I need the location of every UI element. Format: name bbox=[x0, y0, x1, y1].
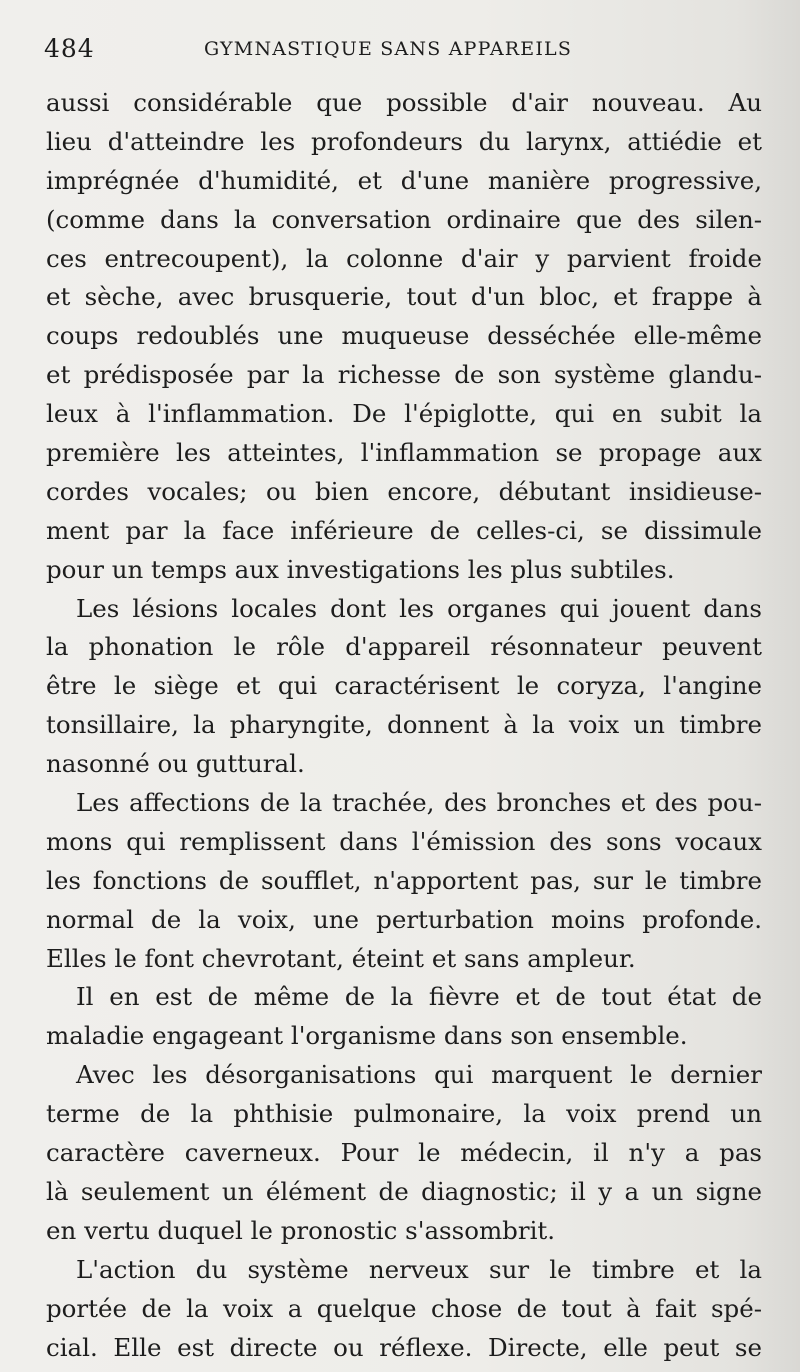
text-line: la phonation le rôle d'appareil résonnateur peuvent bbox=[46, 632, 762, 662]
text-line: nasonné ou guttural. bbox=[46, 749, 305, 779]
text-line: là seulement un élément de diagnostic; il y a un signe bbox=[46, 1176, 762, 1206]
text-line: ces entrecoupent), la colonne d'air y parvient froide bbox=[46, 243, 762, 273]
text-line: Les affections de la trachée, des bronches et des pou- bbox=[76, 788, 762, 818]
text-line: ment par la face inférieure de celles-ci, se dissimule bbox=[46, 515, 762, 545]
running-title: GYMNASTIQUE SANS APPAREILS bbox=[204, 38, 573, 60]
text-line: et prédisposée par la richesse de son système glandu- bbox=[46, 360, 762, 390]
text-line: tonsillaire, la pharyngite, donnent à la voix un timbre bbox=[46, 710, 762, 740]
text-line: et sèche, avec brusquerie, tout d'un bloc, et frappe à bbox=[46, 282, 762, 312]
text-line: cial. Elle est directe ou réflexe. Directe, elle peut se bbox=[46, 1332, 762, 1362]
text-line: coups redoublés une muqueuse desséchée elle-même bbox=[46, 321, 762, 351]
text-line: lieu d'atteindre les profondeurs du larynx, attiédie et bbox=[46, 126, 762, 156]
text-line: cordes vocales; ou bien encore, débutant insidieuse- bbox=[46, 476, 762, 506]
text-line: les fonctions de soufflet, n'apportent pas, sur le timbre bbox=[46, 865, 762, 895]
text-line: normal de la voix, une perturbation moins profonde. bbox=[46, 904, 762, 934]
text-line: terme de la phthisie pulmonaire, la voix prend un bbox=[46, 1099, 762, 1129]
text-line: imprégnée d'humidité, et d'une manière progressive, bbox=[46, 165, 762, 195]
page-header bbox=[44, 34, 764, 70]
text-line: première les atteintes, l'inflammation se propage aux bbox=[46, 438, 762, 468]
page-number: 484 bbox=[44, 34, 95, 63]
text-line: aussi considérable que possible d'air nouveau. Au bbox=[46, 88, 762, 117]
text-line: Il en est de même de la fièvre et de tout état de bbox=[76, 982, 762, 1012]
body-text bbox=[46, 84, 762, 1367]
text-line: (comme dans la conversation ordinaire que des silen- bbox=[46, 204, 762, 234]
text-line: mons qui remplissent dans l'émission des sons vocaux bbox=[46, 826, 762, 856]
text-line: caractère caverneux. Pour le médecin, il n'y a pas bbox=[46, 1138, 762, 1168]
text-line: maladie engageant l'organisme dans son ensemble. bbox=[46, 1021, 688, 1051]
text-line: Avec les désorganisations qui marquent le dernier bbox=[76, 1060, 762, 1090]
text-line: leux à l'inflammation. De l'épiglotte, qui en subit la bbox=[46, 399, 762, 429]
text-line: Elles le font chevrotant, éteint et sans ampleur. bbox=[46, 943, 636, 973]
text-line: en vertu duquel le pronostic s'assombrit. bbox=[46, 1215, 556, 1245]
text-line: portée de la voix a quelque chose de tout à fait spé- bbox=[46, 1293, 762, 1323]
text-line: pour un temps aux investigations les plus subtiles. bbox=[46, 554, 675, 584]
text-line: Les lésions locales dont les organes qui jouent dans bbox=[76, 593, 762, 623]
text-line: L'action du système nerveux sur le timbre et la bbox=[76, 1254, 762, 1284]
text-line: être le siège et qui caractérisent le coryza, l'angine bbox=[46, 671, 762, 701]
